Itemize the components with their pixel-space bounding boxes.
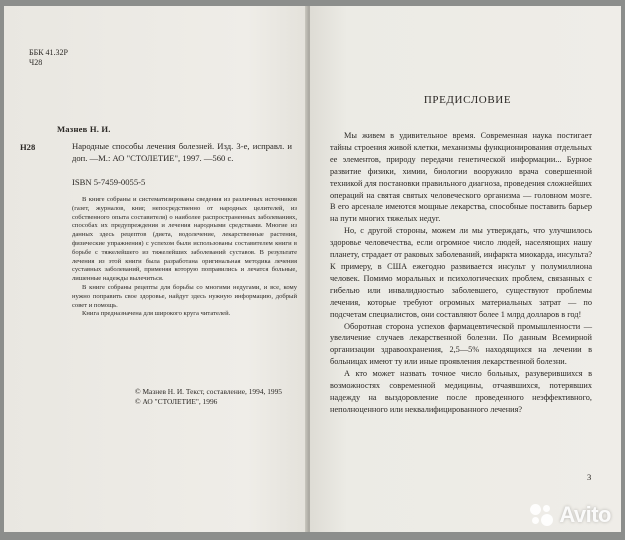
page-number: 3 bbox=[587, 472, 592, 482]
preface-paragraph: Но, с другой стороны, можем ли мы утверждать, что улучшилось здоровье человечества, если огромное число людей, населяющих нашу планету, страдает от раковых заболеваний, инфаркта миокарда, инсульта? К примеру, в США ежегодно развивается инсульт у полумиллиона человек. Помимо моральных и психологических проблем, связанных с гибелью или инвалидностью заболевшего, существуют проблемы лечения, которые требуют огромных материальных затрат — по подсчетам специалистов, они составляют более 1 млрд долларов в год! bbox=[330, 226, 592, 319]
avito-watermark bbox=[528, 502, 611, 528]
page-title: ПРЕДИСЛОВИЕ bbox=[423, 94, 512, 106]
author-name: Мазнев Н. И. bbox=[57, 124, 111, 134]
preface-text bbox=[330, 130, 592, 416]
copyright-block bbox=[135, 387, 300, 407]
catalog-code: Н28 bbox=[20, 142, 36, 152]
copyright-line: © Мазнев Н. И. Текст, составление, 1994, 1995 bbox=[135, 387, 282, 396]
bibliographic-description: Народные способы лечения болезней. Изд. 3-е, исправл. и доп. —М.: АО "СТОЛЕТИЕ", 1997. —560 с. bbox=[72, 141, 292, 163]
avito-logo-icon bbox=[528, 502, 554, 528]
annotation-paragraph: Книга предназначена для широкого круга читателей. bbox=[82, 310, 231, 318]
annotation-paragraph: В книге собраны рецепты для борьбы со многими недугами, и все, кому нужно поправить свое здоровье, найдут здесь нужную информацию, добрый совет и помощь. bbox=[72, 283, 297, 309]
bbk-line: Ч28 bbox=[29, 58, 43, 67]
isbn: ISBN 5-7459-0055-5 bbox=[72, 177, 146, 187]
preface-paragraph: Оборотная сторона успехов фармацевтической промышленности — увеличение случаев лекарственной болезни. По данным Всемирной организации здравоохранения, 2,5—5% находящихся на лечении в больницах имеют ту или иные проявления лекарственной болезни. bbox=[330, 321, 592, 367]
annotation bbox=[72, 196, 297, 319]
copyright-line: © АО "СТОЛЕТИЕ", 1996 bbox=[135, 397, 218, 406]
watermark-text: Avito bbox=[559, 502, 611, 527]
bbk-code bbox=[29, 48, 68, 68]
bbk-line: ББК 41.32Р bbox=[29, 48, 68, 57]
preface-paragraph: Мы живем в удивительное время. Современная наука постигает тайны строения живой клетки, механизмы функционирования отдельных ее элементов, природу передачи генетической информации... Бурное развитие физики, химии, биологии вооружило врача совершенной техникой для постановки правильного диагноза, проведения сложнейших операций на святая святых человеческого организма — головном мозге. В его арсенале имеются мощные лекарства, способные поставить барьер на пути многих тяжелых недуг. bbox=[330, 131, 592, 224]
annotation-paragraph: В книге собраны и систематизированы сведения из различных источников (газет, журналов, книг, непосредственно от народных целителей, из собственного опыта составителя) о наиболее распространенных заболеваниях, способах их предупреждения и лечения народными средствами. Многие из данных здесь рецептов (диета, водолечение, лекарственные растения, физические упражнения) с успехом были использованы составителем книги в борьбе с тяжелейшего из тяжелейших заболеваний суставов. В результате лечения из этой книги была разработана оригинальная методика лечения суставных заболеваний, применяя которую поправились и лечатся больные, лишенные надежды вылечиться. bbox=[72, 196, 297, 283]
preface-paragraph: А кто может назвать точное число больных, разуверившихся в возможностях современной медицины, отчаявшихся, потерявших надежду на выздоровление после проведенного неэффективного, неполноценного или неквалифицированного лечения? bbox=[330, 369, 592, 414]
